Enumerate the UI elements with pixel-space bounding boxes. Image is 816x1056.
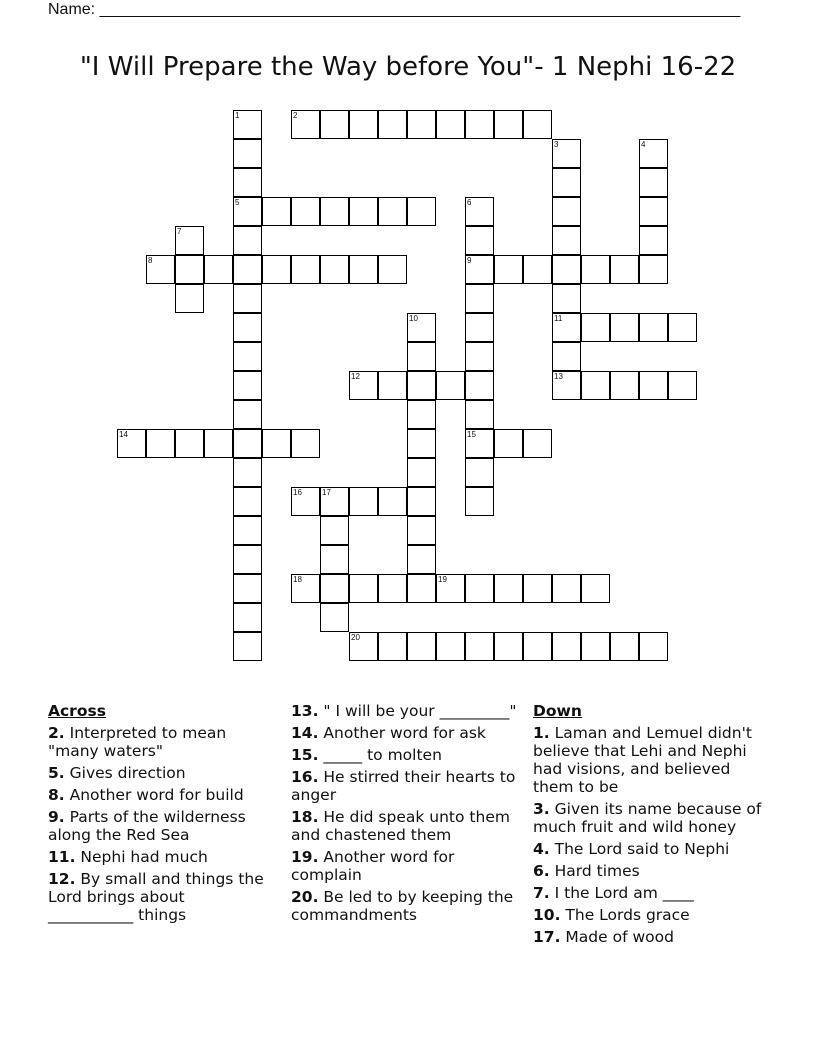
grid-cell[interactable] xyxy=(581,313,610,342)
grid-cell[interactable] xyxy=(233,371,262,400)
grid-cell[interactable] xyxy=(610,371,639,400)
grid-cell[interactable] xyxy=(552,632,581,661)
grid-cell[interactable] xyxy=(552,226,581,255)
clue-number: 18 xyxy=(293,575,302,584)
grid-cell[interactable] xyxy=(465,458,494,487)
grid-cell[interactable] xyxy=(146,429,175,458)
grid-cell[interactable] xyxy=(407,400,436,429)
clue-number: 16 xyxy=(293,488,302,497)
grid-cell[interactable] xyxy=(436,574,465,603)
clue-across-15: 15. _____ to molten xyxy=(291,746,442,764)
grid-cell[interactable] xyxy=(407,313,436,342)
grid-cell[interactable] xyxy=(523,255,552,284)
grid-cell[interactable] xyxy=(610,632,639,661)
grid-cell[interactable] xyxy=(146,255,175,284)
clue-number: 5 xyxy=(235,198,240,207)
grid-cell[interactable] xyxy=(291,110,320,139)
grid-cell[interactable] xyxy=(320,197,349,226)
grid-cell[interactable] xyxy=(639,168,668,197)
grid-cell[interactable] xyxy=(494,574,523,603)
clue-number: 14 xyxy=(119,430,128,439)
grid-cell[interactable] xyxy=(407,429,436,458)
grid-cell[interactable] xyxy=(581,255,610,284)
grid-cell[interactable] xyxy=(349,487,378,516)
grid-cell[interactable] xyxy=(639,371,668,400)
clue-across-19: 19. Another word for complain xyxy=(291,848,455,884)
grid-cell[interactable] xyxy=(639,139,668,168)
grid-cell[interactable] xyxy=(233,284,262,313)
down-column xyxy=(533,702,773,950)
grid-cell[interactable] xyxy=(233,487,262,516)
grid-cell[interactable] xyxy=(407,197,436,226)
grid-cell[interactable] xyxy=(494,255,523,284)
grid-cell[interactable] xyxy=(639,255,668,284)
clue-down-1: 1. Laman and Lemuel didn't believe that Lehi and Nephi had visions, and believed them to be xyxy=(533,724,752,796)
grid-cell[interactable] xyxy=(291,574,320,603)
clue-down-7: 7. I the Lord am ____ xyxy=(533,884,694,902)
grid-cell[interactable] xyxy=(552,342,581,371)
grid-cell[interactable] xyxy=(407,110,436,139)
grid-cell[interactable] xyxy=(320,255,349,284)
grid-cell[interactable] xyxy=(581,371,610,400)
grid-cell[interactable] xyxy=(581,574,610,603)
grid-cell[interactable] xyxy=(378,574,407,603)
clue-number: 1 xyxy=(235,111,240,120)
grid-cell[interactable] xyxy=(639,197,668,226)
grid-cell[interactable] xyxy=(233,255,262,284)
clue-across-13: 13. " I will be your _________" xyxy=(291,702,517,720)
grid-cell[interactable] xyxy=(320,487,349,516)
clue-across-14: 14. Another word for ask xyxy=(291,724,486,742)
grid-cell[interactable] xyxy=(465,342,494,371)
grid-cell[interactable] xyxy=(233,168,262,197)
grid-cell[interactable] xyxy=(320,110,349,139)
grid-cell[interactable] xyxy=(378,255,407,284)
grid-cell[interactable] xyxy=(523,632,552,661)
grid-cell[interactable] xyxy=(378,632,407,661)
clue-number: 3 xyxy=(554,140,559,149)
grid-cell[interactable] xyxy=(204,255,233,284)
clue-down-17: 17. Made of wood xyxy=(533,928,674,946)
grid-cell[interactable] xyxy=(291,197,320,226)
grid-cell[interactable] xyxy=(233,110,262,139)
grid-cell[interactable] xyxy=(668,371,697,400)
grid-cell[interactable] xyxy=(175,284,204,313)
clue-number: 17 xyxy=(322,488,331,497)
clue-number: 4 xyxy=(641,140,646,149)
clue-number: 15 xyxy=(467,430,476,439)
grid-cell[interactable] xyxy=(494,110,523,139)
grid-cell[interactable] xyxy=(436,371,465,400)
grid-cell[interactable] xyxy=(523,429,552,458)
across-column-2 xyxy=(291,702,521,928)
grid-cell[interactable] xyxy=(465,429,494,458)
grid-cell[interactable] xyxy=(349,110,378,139)
grid-cell[interactable] xyxy=(233,342,262,371)
grid-cell[interactable] xyxy=(552,139,581,168)
grid-cell[interactable] xyxy=(349,255,378,284)
grid-cell[interactable] xyxy=(465,255,494,284)
grid-cell[interactable] xyxy=(233,458,262,487)
clue-number: 11 xyxy=(554,314,563,323)
grid-cell[interactable] xyxy=(552,371,581,400)
grid-cell[interactable] xyxy=(349,197,378,226)
grid-cell[interactable] xyxy=(552,197,581,226)
clue-across-12: 12. By small and things the Lord brings about ___________ things xyxy=(48,870,264,924)
grid-cell[interactable] xyxy=(552,255,581,284)
grid-cell[interactable] xyxy=(233,516,262,545)
grid-cell[interactable] xyxy=(581,632,610,661)
clue-down-4: 4. The Lord said to Nephi xyxy=(533,840,730,858)
grid-cell[interactable] xyxy=(349,632,378,661)
grid-cell[interactable] xyxy=(175,255,204,284)
grid-cell[interactable] xyxy=(320,516,349,545)
clue-number: 12 xyxy=(351,372,360,381)
grid-cell[interactable] xyxy=(552,168,581,197)
grid-cell[interactable] xyxy=(552,574,581,603)
grid-cell[interactable] xyxy=(320,603,349,632)
grid-cell[interactable] xyxy=(552,313,581,342)
clue-down-3: 3. Given its name because of much fruit and wild honey xyxy=(533,800,762,836)
grid-cell[interactable] xyxy=(233,313,262,342)
grid-cell[interactable] xyxy=(349,574,378,603)
grid-cell[interactable] xyxy=(233,139,262,168)
grid-cell[interactable] xyxy=(291,255,320,284)
down-heading: Down xyxy=(533,702,582,720)
clue-number: 20 xyxy=(351,633,360,642)
grid-cell[interactable] xyxy=(465,284,494,313)
grid-cell[interactable] xyxy=(407,342,436,371)
grid-cell[interactable] xyxy=(465,574,494,603)
grid-cell[interactable] xyxy=(610,313,639,342)
clue-across-5: 5. Gives direction xyxy=(48,764,186,782)
grid-cell[interactable] xyxy=(117,429,146,458)
grid-cell[interactable] xyxy=(639,226,668,255)
grid-cell[interactable] xyxy=(320,545,349,574)
grid-cell[interactable] xyxy=(523,574,552,603)
grid-cell[interactable] xyxy=(407,516,436,545)
clue-number: 19 xyxy=(438,575,447,584)
grid-cell[interactable] xyxy=(233,574,262,603)
grid-cell[interactable] xyxy=(436,632,465,661)
grid-cell[interactable] xyxy=(291,487,320,516)
grid-cell[interactable] xyxy=(494,429,523,458)
grid-cell[interactable] xyxy=(378,487,407,516)
grid-cell[interactable] xyxy=(407,487,436,516)
grid-cell[interactable] xyxy=(436,110,465,139)
grid-cell[interactable] xyxy=(233,545,262,574)
grid-cell[interactable] xyxy=(262,429,291,458)
clue-number: 10 xyxy=(409,314,418,323)
grid-cell[interactable] xyxy=(233,603,262,632)
grid-cell[interactable] xyxy=(320,574,349,603)
grid-cell[interactable] xyxy=(175,429,204,458)
clue-number: 2 xyxy=(293,111,298,120)
grid-cell[interactable] xyxy=(291,429,320,458)
across-heading: Across xyxy=(48,702,106,720)
clue-across-16: 16. He stirred their hearts to anger xyxy=(291,768,516,804)
grid-cell[interactable] xyxy=(262,197,291,226)
grid-cell[interactable] xyxy=(233,226,262,255)
grid-cell[interactable] xyxy=(407,632,436,661)
clue-number: 9 xyxy=(467,256,472,265)
grid-cell[interactable] xyxy=(378,371,407,400)
clue-across-20: 20. Be led to by keeping the commandments xyxy=(291,888,514,924)
grid-cell[interactable] xyxy=(465,371,494,400)
clue-number: 13 xyxy=(554,372,563,381)
name-field[interactable]: Name: ________________________________________________________________________ xyxy=(48,1,741,18)
grid-cell[interactable] xyxy=(407,371,436,400)
grid-cell[interactable] xyxy=(465,226,494,255)
grid-cell[interactable] xyxy=(552,284,581,313)
clue-across-8: 8. Another word for build xyxy=(48,786,244,804)
grid-cell[interactable] xyxy=(668,313,697,342)
grid-cell[interactable] xyxy=(639,313,668,342)
grid-cell[interactable] xyxy=(407,545,436,574)
grid-cell[interactable] xyxy=(465,400,494,429)
grid-cell[interactable] xyxy=(465,197,494,226)
grid-cell[interactable] xyxy=(465,632,494,661)
grid-cell[interactable] xyxy=(175,226,204,255)
grid-cell[interactable] xyxy=(378,110,407,139)
grid-cell[interactable] xyxy=(262,255,291,284)
grid-cell[interactable] xyxy=(465,487,494,516)
grid-cell[interactable] xyxy=(204,429,233,458)
clue-across-9: 9. Parts of the wilderness along the Red Sea xyxy=(48,808,246,844)
grid-cell[interactable] xyxy=(639,632,668,661)
grid-cell[interactable] xyxy=(610,255,639,284)
grid-cell[interactable] xyxy=(233,400,262,429)
clue-down-6: 6. Hard times xyxy=(533,862,640,880)
clue-number: 6 xyxy=(467,198,472,207)
grid-cell[interactable] xyxy=(465,110,494,139)
clue-across-2: 2. Interpreted to mean "many waters" xyxy=(48,724,227,760)
clue-number: 8 xyxy=(148,256,153,265)
grid-cell[interactable] xyxy=(407,458,436,487)
grid-cell[interactable] xyxy=(233,429,262,458)
grid-cell[interactable] xyxy=(233,632,262,661)
grid-cell[interactable] xyxy=(349,371,378,400)
grid-cell[interactable] xyxy=(378,197,407,226)
across-column-1 xyxy=(48,702,273,928)
clue-across-11: 11. Nephi had much xyxy=(48,848,208,866)
clue-number: 7 xyxy=(177,227,182,236)
grid-cell[interactable] xyxy=(523,110,552,139)
grid-cell[interactable] xyxy=(233,197,262,226)
grid-cell[interactable] xyxy=(494,632,523,661)
clue-across-18: 18. He did speak unto them and chastened them xyxy=(291,808,510,844)
clue-down-10: 10. The Lords grace xyxy=(533,906,690,924)
grid-cell[interactable] xyxy=(465,313,494,342)
page-title: "I Will Prepare the Way before You"- 1 Nephi 16-22 xyxy=(79,52,737,82)
grid-cell[interactable] xyxy=(407,574,436,603)
